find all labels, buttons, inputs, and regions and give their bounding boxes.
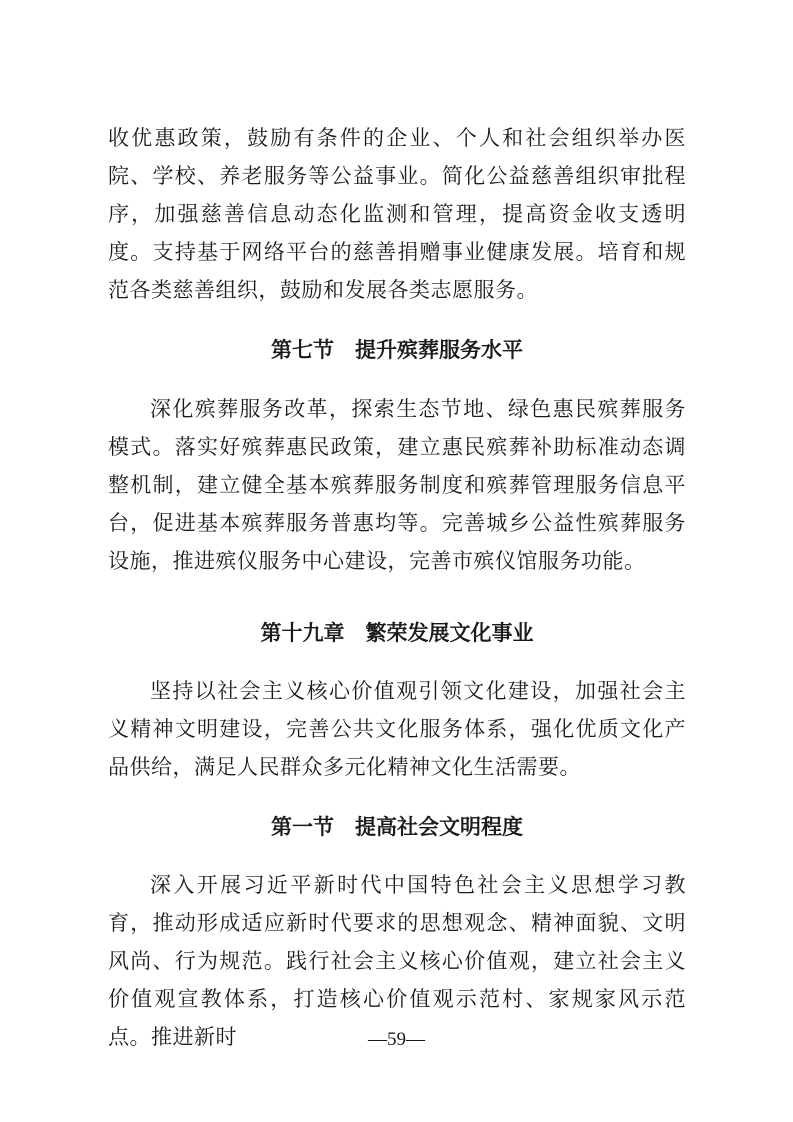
page-number: —59— [368,1029,425,1050]
section-heading: 第一节 提高社会文明程度 [271,814,523,839]
section-heading: 第七节 提升殡葬服务水平 [271,337,523,362]
chapter-heading: 第十九章 繁荣发展文化事业 [260,620,534,645]
document-page [108,0,686,1122]
body-paragraph: 深入开展习近平新时代中国特色社会主义思想学习教育，推动形成适应新时代要求的思想观念、精神面貌、文明风尚、行为规范。践行社会主义核心价值观，建立社会主义价值观宣教体系，打造核心价值观示范村、家规家风示范点。推进新时 [108,873,686,1049]
body-paragraph: 收优惠政策，鼓励有条件的企业、个人和社会组织举办医院、学校、养老服务等公益事业。简化公益慈善组织审批程序，加强慈善信息动态化监测和管理，提高资金收支透明度。支持基于网络平台的慈善捐赠事业健康发展。培育和规范各类慈善组织，鼓励和发展各类志愿服务。 [108,126,686,302]
body-paragraph: 深化殡葬服务改革，探索生态节地、绿色惠民殡葬服务模式。落实好殡葬惠民政策，建立惠民殡葬补助标准动态调整机制，建立健全基本殡葬服务制度和殡葬管理服务信息平台，促进基本殡葬服务普惠均等。完善城乡公益性殡葬服务设施，推进殡仪服务中心建设，完善市殡仪馆服务功能。 [108,397,686,573]
body-paragraph: 坚持以社会主义核心价值观引领文化建设，加强社会主义精神文明建设，完善公共文化服务体系，强化优质文化产品供给，满足人民群众多元化精神文化生活需要。 [108,679,686,779]
